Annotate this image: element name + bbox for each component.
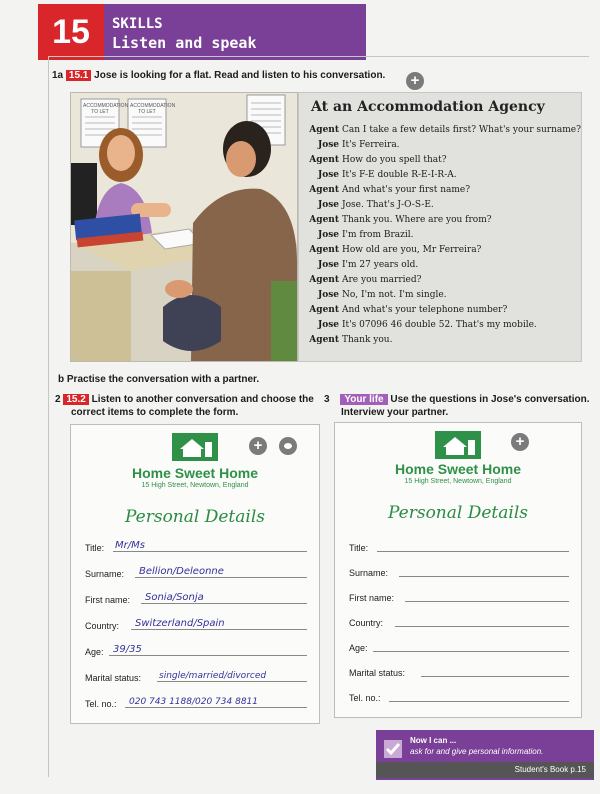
speaker: Jose bbox=[317, 290, 339, 300]
book-reference: Student's Book p.15 bbox=[514, 765, 586, 774]
instruction-text: Listen to another conversation and choose the bbox=[91, 394, 314, 405]
exercise-3-instruction bbox=[324, 394, 590, 405]
field-line[interactable] bbox=[125, 707, 307, 708]
exercise-number: 1a bbox=[52, 70, 64, 81]
form-row-country bbox=[349, 614, 569, 630]
personal-details-form-blank bbox=[334, 422, 582, 718]
dialogue-line bbox=[299, 243, 581, 258]
exercise-b-instruction bbox=[58, 374, 259, 385]
line-text: How old are you, Mr Ferreira? bbox=[342, 245, 482, 255]
field-label: Country: bbox=[85, 621, 120, 631]
form-row-surname bbox=[85, 565, 307, 581]
field-line[interactable] bbox=[135, 577, 307, 578]
form-row-title bbox=[85, 539, 307, 555]
brand-name: Home Sweet Home bbox=[131, 465, 259, 481]
field-label: Marital status: bbox=[85, 673, 142, 683]
line-text: Thank you. Where are you from? bbox=[342, 215, 492, 225]
form-row-tel bbox=[85, 695, 307, 711]
form-row-title bbox=[349, 539, 569, 555]
dialogue-line bbox=[299, 138, 581, 153]
speaker: Agent bbox=[309, 245, 339, 255]
plus-icon[interactable]: + bbox=[511, 433, 529, 451]
checkmark-icon bbox=[384, 740, 402, 758]
field-line[interactable] bbox=[389, 701, 569, 702]
field-line[interactable] bbox=[399, 576, 569, 577]
plus-icon[interactable]: + bbox=[406, 72, 424, 90]
field-line[interactable] bbox=[373, 651, 569, 652]
dialogue-line bbox=[299, 228, 581, 243]
line-text: It's F-E double R-E-I-R-A. bbox=[342, 170, 457, 180]
conversation-panel bbox=[298, 92, 582, 362]
field-label: Tel. no.: bbox=[85, 699, 117, 709]
eye-icon[interactable] bbox=[279, 437, 297, 455]
line-text: Thank you. bbox=[342, 335, 393, 345]
dialogue-line bbox=[299, 303, 581, 318]
dialogue-line bbox=[299, 168, 581, 183]
exercise-1a-instruction bbox=[52, 70, 385, 81]
brand-name: Home Sweet Home bbox=[394, 461, 522, 477]
handwritten-answer: Mr/Ms bbox=[115, 540, 145, 551]
unit-header bbox=[104, 4, 366, 60]
field-label: Age: bbox=[85, 647, 104, 657]
instruction-text: Use the questions in Jose's conversation. bbox=[390, 394, 590, 405]
field-label: Age: bbox=[349, 643, 368, 653]
form-heading: Personal Details bbox=[387, 503, 528, 523]
conversation-title: At an Accommodation Agency bbox=[311, 99, 545, 115]
instruction-text: Jose is looking for a flat. Read and listen to his conversation. bbox=[94, 70, 386, 81]
now-i-can-text: ask for and give personal information. bbox=[410, 747, 544, 756]
speaker: Agent bbox=[309, 215, 339, 225]
speaker: Agent bbox=[309, 275, 339, 285]
line-text: It's Ferreira. bbox=[342, 140, 400, 150]
exercise-3-instruction-line2: Interview your partner. bbox=[341, 407, 449, 418]
brand-address: 15 High Street, Newtown, England bbox=[404, 478, 512, 485]
line-text: Jose. That's J-O-S-E. bbox=[342, 200, 434, 210]
field-label: Surname: bbox=[349, 568, 389, 578]
field-line[interactable] bbox=[131, 629, 307, 630]
brand-address: 15 High Street, Newtown, England bbox=[141, 482, 249, 489]
exercise-2-instruction bbox=[55, 394, 314, 405]
now-i-can-label: Now I can ... bbox=[410, 736, 457, 745]
field-line[interactable] bbox=[109, 655, 307, 656]
dialogue-line bbox=[299, 333, 581, 348]
speaker: Agent bbox=[309, 305, 339, 315]
exercise-number: 2 bbox=[55, 394, 61, 405]
your-life-badge: Your life bbox=[340, 394, 387, 405]
form-row-marital-status bbox=[85, 669, 307, 685]
field-label: Marital status: bbox=[349, 668, 406, 678]
unit-number: 15 bbox=[38, 4, 104, 60]
exercise-number: b bbox=[58, 374, 65, 385]
form-row-country bbox=[85, 617, 307, 633]
handwritten-answer: single/married/divorced bbox=[159, 671, 267, 681]
instruction-text: Practise the conversation with a partner. bbox=[66, 374, 260, 385]
agency-scene-illustration bbox=[71, 93, 297, 361]
to-let-sign-1: ACCOMMODATION TO LET bbox=[83, 103, 129, 115]
line-text: And what's your telephone number? bbox=[342, 305, 508, 315]
handwritten-answer: Bellion/Deleonne bbox=[139, 566, 224, 577]
field-line[interactable] bbox=[421, 676, 569, 677]
speaker: Jose bbox=[317, 230, 339, 240]
line-text: I'm from Brazil. bbox=[342, 230, 414, 240]
form-heading: Personal Details bbox=[124, 507, 265, 527]
line-text: How do you spell that? bbox=[342, 155, 447, 165]
dialogue-line bbox=[299, 198, 581, 213]
exercise-number: 3 bbox=[324, 394, 330, 405]
speaker: Agent bbox=[309, 335, 339, 345]
personal-details-form-filled bbox=[70, 424, 320, 724]
speaker: Agent bbox=[309, 155, 339, 165]
field-line[interactable] bbox=[377, 551, 569, 552]
exercise-2-instruction-line2: correct items to complete the form. bbox=[71, 407, 239, 418]
field-line[interactable] bbox=[113, 551, 307, 552]
section-label: SKILLS bbox=[112, 16, 163, 32]
field-line[interactable] bbox=[141, 603, 307, 604]
line-text: No, I'm not. I'm single. bbox=[342, 290, 447, 300]
line-text: Are you married? bbox=[342, 275, 422, 285]
speaker: Agent bbox=[309, 125, 339, 135]
form-row-marital-status bbox=[349, 664, 569, 680]
field-label: Surname: bbox=[85, 569, 125, 579]
dialogue-line bbox=[299, 258, 581, 273]
field-label: Tel. no.: bbox=[349, 693, 381, 703]
track-badge[interactable]: 15.2 bbox=[63, 394, 88, 405]
form-row-first-name bbox=[85, 591, 307, 607]
dialogue-line bbox=[299, 123, 581, 138]
field-label: First name: bbox=[85, 595, 131, 605]
speaker: Jose bbox=[317, 170, 339, 180]
handwritten-answer: 020 743 1188/020 734 8811 bbox=[129, 697, 258, 707]
line-text: I'm 27 years old. bbox=[342, 260, 419, 270]
handwritten-answer: Switzerland/Spain bbox=[135, 618, 225, 629]
speaker: Jose bbox=[317, 320, 339, 330]
speaker: Jose bbox=[317, 260, 339, 270]
form-row-age bbox=[85, 643, 307, 659]
line-text: And what's your first name? bbox=[342, 185, 471, 195]
form-row-age bbox=[349, 639, 569, 655]
field-label: Title: bbox=[349, 543, 369, 553]
speaker: Jose bbox=[317, 140, 339, 150]
agency-illustration bbox=[70, 92, 298, 362]
dialogue-line bbox=[299, 213, 581, 228]
form-row-surname bbox=[349, 564, 569, 580]
handwritten-answer: Sonia/Sonja bbox=[145, 592, 204, 603]
form-row-tel bbox=[349, 689, 569, 705]
dialogue-line bbox=[299, 153, 581, 168]
line-text: Can I take a few details first? What's your surname? bbox=[342, 125, 581, 135]
field-line[interactable] bbox=[157, 681, 307, 682]
page-title: Listen and speak bbox=[112, 34, 257, 52]
speaker: Agent bbox=[309, 185, 339, 195]
dialogue-line bbox=[299, 273, 581, 288]
field-line[interactable] bbox=[405, 601, 569, 602]
track-badge[interactable]: 15.1 bbox=[66, 70, 91, 81]
dialogue-line bbox=[299, 318, 581, 333]
to-let-sign-2: ACCOMMODATION TO LET bbox=[130, 103, 176, 115]
form-row-first-name bbox=[349, 589, 569, 605]
book-reference-bar bbox=[376, 762, 594, 778]
field-line[interactable] bbox=[395, 626, 569, 627]
dialogue-line bbox=[299, 183, 581, 198]
dialogue-line bbox=[299, 288, 581, 303]
field-label: First name: bbox=[349, 593, 395, 603]
handwritten-answer: 39/35 bbox=[113, 644, 142, 655]
field-label: Title: bbox=[85, 543, 105, 553]
line-text: It's 07096 46 double 52. That's my mobile. bbox=[342, 320, 537, 330]
check-glyph-icon bbox=[384, 740, 402, 758]
field-label: Country: bbox=[349, 618, 384, 628]
plus-icon[interactable]: + bbox=[249, 437, 267, 455]
house-logo-icon bbox=[172, 433, 218, 461]
speaker: Jose bbox=[317, 200, 339, 210]
house-logo-icon bbox=[435, 431, 481, 459]
